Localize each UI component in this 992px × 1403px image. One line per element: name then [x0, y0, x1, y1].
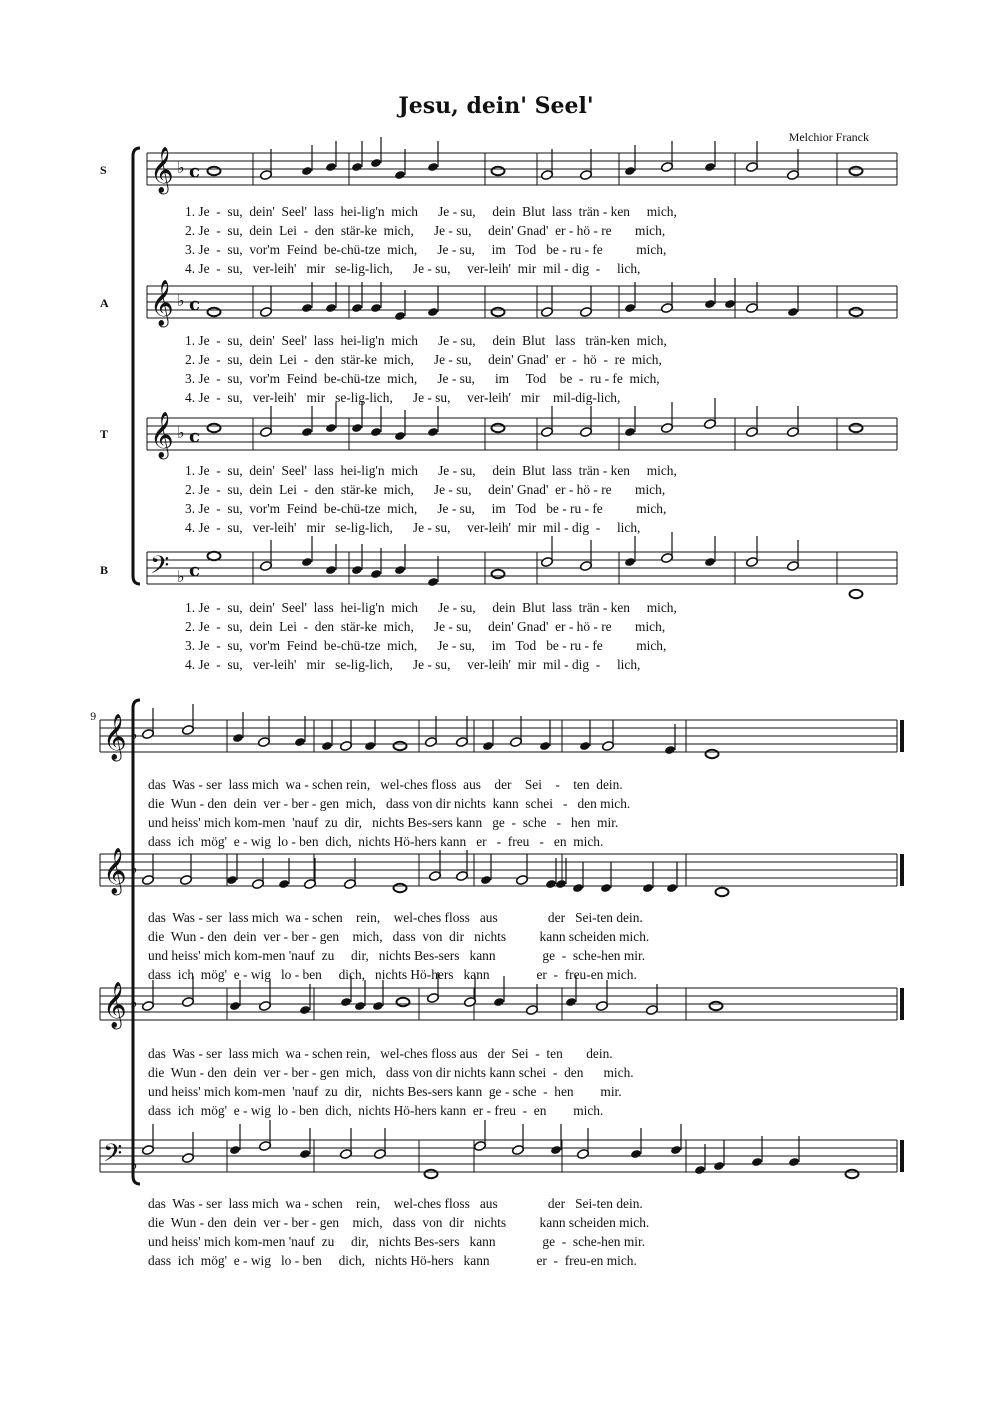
- treble-clef-icon: 𝄞: [150, 412, 174, 458]
- quarter-note: [321, 741, 333, 751]
- whole-note: [850, 308, 863, 316]
- whole-note: [208, 552, 221, 560]
- quarter-note: [713, 1161, 725, 1171]
- whole-note: [710, 1002, 723, 1010]
- lyric-line: 4. Je - su, ver-leih' mir se-lig-lich, Je - su, ver-leih' mir mil - dig - lich,: [185, 657, 641, 672]
- whole-note: [706, 750, 719, 758]
- lyric-line: dass ich mög' e - wig lo - ben dich, nichts Hö-hers kann er - freu-en mich.: [148, 1253, 637, 1268]
- quarter-note: [555, 879, 567, 889]
- treble-clef-icon: 𝄞: [103, 982, 127, 1028]
- quarter-note: [427, 307, 439, 317]
- quarter-note: [704, 557, 716, 567]
- treble-clef-icon: 𝄞: [103, 714, 127, 760]
- quarter-note: [226, 875, 238, 885]
- quarter-note: [624, 427, 636, 437]
- lyric-line: 2. Je - su, dein Lei - den stär-ke mich, Je - su, dein' Gnad' er - hö - re mich,: [185, 619, 666, 634]
- voice-label-alto: A: [100, 296, 109, 310]
- voice-label-soprano: S: [100, 163, 107, 177]
- quarter-note: [394, 311, 406, 321]
- quarter-note: [724, 299, 736, 309]
- whole-note: [492, 424, 505, 432]
- quarter-note: [351, 565, 363, 575]
- quarter-note: [694, 1165, 706, 1175]
- quarter-note: [325, 162, 337, 172]
- quarter-note: [325, 303, 337, 313]
- quarter-note: [600, 883, 612, 893]
- quarter-note: [427, 427, 439, 437]
- common-time-icon: c: [189, 294, 200, 315]
- lyric-line: 4. Je - su, ver-leih' mir se-lig-lich, Je - su, ver-leih' mir mil-dig-lich,: [185, 390, 621, 405]
- lyric-line: 1. Je - su, dein' Seel' lass hei-lig'n mich Je - su, dein Blut lass trän - ken mich,: [185, 204, 677, 219]
- quarter-note: [325, 565, 337, 575]
- whole-note: [846, 1170, 859, 1178]
- lyric-line: 1. Je - su, dein' Seel' lass hei-lig'n mich Je - su, dein Blut lass trän - ken mich,: [185, 463, 677, 478]
- lyric-line: die Wun - den dein ver - ber - gen mich, dass von dir nichts kann scheiden mich.: [148, 929, 650, 944]
- quarter-note: [787, 307, 799, 317]
- quarter-note: [370, 158, 382, 168]
- quarter-note: [624, 303, 636, 313]
- quarter-note: [294, 737, 306, 747]
- whole-note: [850, 424, 863, 432]
- quarter-note: [493, 997, 505, 1007]
- whole-note: [425, 1170, 438, 1178]
- whole-note: [208, 308, 221, 316]
- common-time-icon: c: [189, 426, 200, 447]
- quarter-note: [427, 577, 439, 587]
- voice-label-tenor: T: [100, 427, 109, 441]
- quarter-note: [301, 557, 313, 567]
- quarter-note: [351, 423, 363, 433]
- lyric-line: 4. Je - su, ver-leih' mir se-lig-lich, Je - su, ver-leih' mir mil - dig - lich,: [185, 261, 641, 276]
- quarter-note: [624, 166, 636, 176]
- quarter-note: [370, 569, 382, 579]
- quarter-note: [545, 879, 557, 889]
- final-barline: [900, 854, 904, 886]
- quarter-note: [370, 427, 382, 437]
- whole-note: [394, 884, 407, 892]
- quarter-note: [704, 162, 716, 172]
- whole-note: [716, 888, 729, 896]
- flat-key-signature-icon: ♭: [130, 859, 138, 878]
- quarter-note: [704, 299, 716, 309]
- measure-number: 9: [90, 712, 97, 723]
- quarter-note: [372, 1001, 384, 1011]
- quarter-note: [394, 170, 406, 180]
- whole-note: [394, 742, 407, 750]
- quarter-note: [301, 166, 313, 176]
- quarter-note: [301, 427, 313, 437]
- quarter-note: [278, 879, 290, 889]
- lyric-line: das Was - ser lass mich wa - schen rein, wel-ches floss aus der Sei - ten dein.: [148, 777, 623, 792]
- flat-key-signature-icon: ♭: [177, 291, 185, 310]
- quarter-note: [572, 883, 584, 893]
- whole-note: [850, 167, 863, 175]
- lyric-line: und heiss' mich kom-men 'nauf zu dir, nichts Bes-sers kann ge - sche-hen mir.: [148, 948, 646, 963]
- lyric-line: die Wun - den dein ver - ber - gen mich, dass von dir nichts kann schei - den mich.: [148, 1065, 634, 1080]
- lyric-line: 2. Je - su, dein Lei - den stär-ke mich, Je - su, dein' Gnad' er - hö - re mich,: [185, 223, 666, 238]
- composer-name: Melchior Franck: [788, 130, 869, 144]
- quarter-note: [229, 1001, 241, 1011]
- voice-label-bass: B: [100, 563, 109, 577]
- lyric-line: und heiss' mich kom-men 'nauf zu dir, nichts Bes-sers kann ge - sche-hen mir.: [148, 1234, 646, 1249]
- quarter-note: [351, 162, 363, 172]
- lyric-line: 4. Je - su, ver-leih' mir se-lig-lich, Je - su, ver-leih' mir mil - dig - lich,: [185, 520, 641, 535]
- whole-note: [397, 998, 410, 1006]
- final-barline: [900, 720, 904, 752]
- flat-key-signature-icon: ♭: [177, 567, 185, 586]
- quarter-note: [301, 303, 313, 313]
- lyric-line: 1. Je - su, dein' Seel' lass hei-lig'n mich Je - su, dein Blut lass trän - ken mich,: [185, 600, 677, 615]
- bass-clef-icon: 𝄢: [150, 551, 170, 586]
- lyric-line: dass ich mög' e - wig lo - ben dich, nichts Hö-hers kann er - freu - en mich.: [148, 1103, 604, 1118]
- quarter-note: [539, 741, 551, 751]
- quarter-note: [364, 741, 376, 751]
- lyric-line: die Wun - den dein ver - ber - gen mich, dass von dir nichts kann scheiden mich.: [148, 1215, 650, 1230]
- quarter-note: [480, 875, 492, 885]
- lyric-line: das Was - ser lass mich wa - schen rein, wel-ches floss aus der Sei-ten dein.: [148, 1196, 643, 1211]
- song-title: Jesu, dein' Seel': [398, 93, 594, 119]
- lyric-line: und heiss' mich kom-men 'nauf zu dir, nichts Bes-sers kann ge - sche - hen mir.: [148, 1084, 622, 1099]
- whole-note: [492, 308, 505, 316]
- treble-clef-icon: 𝄞: [150, 147, 174, 193]
- quarter-note: [666, 883, 678, 893]
- quarter-note: [565, 997, 577, 1007]
- flat-key-signature-icon: ♭: [130, 1155, 138, 1174]
- quarter-note: [299, 1005, 311, 1015]
- quarter-note: [642, 883, 654, 893]
- lyric-line: 3. Je - su, vor'm Feind be-chü-tze mich, Je - su, im Tod be - ru - fe mich,: [185, 371, 660, 386]
- quarter-note: [664, 745, 676, 755]
- quarter-note: [232, 733, 244, 743]
- final-barline: [900, 1140, 904, 1172]
- flat-key-signature-icon: ♭: [177, 423, 185, 442]
- quarter-note: [751, 1157, 763, 1167]
- quarter-note: [229, 1145, 241, 1155]
- lyric-line: 2. Je - su, dein Lei - den stär-ke mich, Je - su, dein' Gnad' er - hö - re mich,: [185, 352, 662, 367]
- lyric-line: 2. Je - su, dein Lei - den stär-ke mich, Je - su, dein' Gnad' er - hö - re mich,: [185, 482, 666, 497]
- quarter-note: [299, 1149, 311, 1159]
- lyric-line: das Was - ser lass mich wa - schen rein, wel-ches floss aus der Sei-ten dein.: [148, 910, 643, 925]
- quarter-note: [351, 303, 363, 313]
- common-time-icon: c: [189, 161, 200, 182]
- lyric-line: 1. Je - su, dein' Seel' lass hei-lig'n mich Je - su, dein Blut lass trän-ken mich,: [185, 333, 667, 348]
- final-barline: [900, 988, 904, 1020]
- quarter-note: [354, 1001, 366, 1011]
- system-brackets: [133, 148, 140, 1184]
- lyric-line: 3. Je - su, vor'm Feind be-chü-tze mich, Je - su, im Tod be - ru - fe mich,: [185, 242, 667, 257]
- lyric-line: 3. Je - su, vor'm Feind be-chü-tze mich, Je - su, im Tod be - ru - fe mich,: [185, 638, 667, 653]
- quarter-note: [624, 557, 636, 567]
- quarter-note: [394, 431, 406, 441]
- quarter-note: [394, 565, 406, 575]
- quarter-note: [670, 1145, 682, 1155]
- lyric-line: und heiss' mich kom-men 'nauf zu dir, nichts Bes-sers kann ge - sche - hen mir.: [148, 815, 619, 830]
- lyric-line: dass ich mög' e - wig lo - ben dich, nichts Hö-hers kann er - freu - en mich.: [148, 834, 604, 849]
- quarter-note: [340, 997, 352, 1007]
- flat-key-signature-icon: ♭: [177, 158, 185, 177]
- quarter-note: [788, 1157, 800, 1167]
- flat-key-signature-icon: ♭: [130, 725, 138, 744]
- quarter-note: [325, 423, 337, 433]
- whole-note: [492, 570, 505, 578]
- lyric-line: die Wun - den dein ver - ber - gen mich, dass von dir nichts kann schei - den mich.: [148, 796, 631, 811]
- whole-note: [850, 590, 863, 598]
- common-time-icon: c: [189, 560, 200, 581]
- treble-clef-icon: 𝄞: [150, 280, 174, 326]
- quarter-note: [370, 303, 382, 313]
- whole-note: [208, 167, 221, 175]
- whole-note: [492, 167, 505, 175]
- quarter-note: [579, 741, 591, 751]
- quarter-note: [427, 162, 439, 172]
- flat-key-signature-icon: ♭: [130, 993, 138, 1012]
- bass-clef-icon: 𝄢: [103, 1139, 123, 1174]
- quarter-note: [482, 741, 494, 751]
- quarter-note: [630, 1149, 642, 1159]
- quarter-note: [550, 1145, 562, 1155]
- lyric-line: dass ich mög' e - wig lo - ben dich, nichts Hö-hers kann er - freu-en mich.: [148, 967, 637, 982]
- whole-note: [208, 424, 221, 432]
- lyric-line: das Was - ser lass mich wa - schen rein, wel-ches floss aus der Sei - ten dein.: [148, 1046, 613, 1061]
- treble-clef-icon: 𝄞: [103, 848, 127, 894]
- lyric-line: 3. Je - su, vor'm Feind be-chü-tze mich, Je - su, im Tod be - ru - fe mich,: [185, 501, 667, 516]
